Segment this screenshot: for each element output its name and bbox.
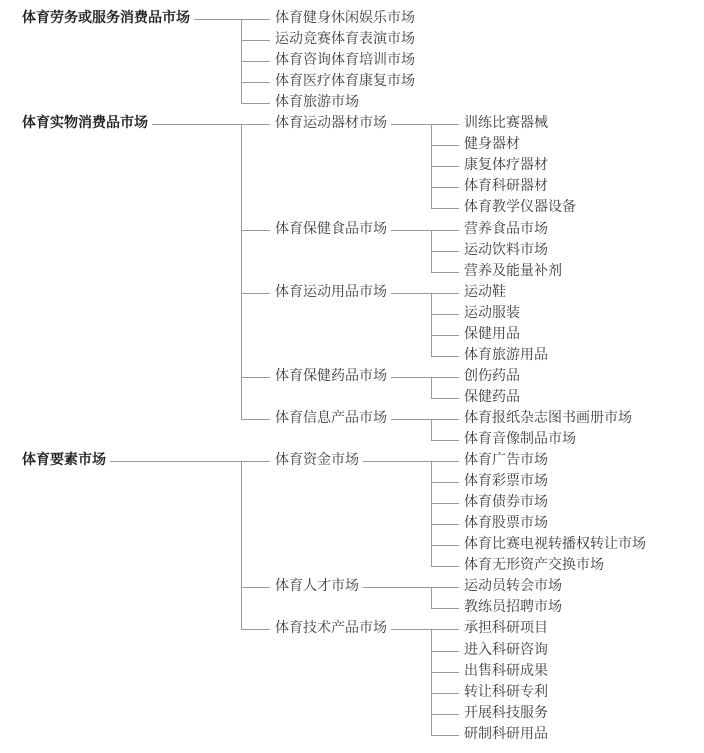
- category-label: 体育要素市场: [22, 452, 106, 469]
- leaf-item-label: 体育广告市场: [464, 452, 548, 469]
- category-connector: [194, 19, 270, 20]
- subcategory-connector: [241, 419, 270, 420]
- leaf-connector: [431, 272, 459, 273]
- leaf-item-label: 开展科技服务: [464, 704, 548, 721]
- subcategory-branch-line: [363, 587, 459, 588]
- subcategory-label: 体育保健药品市场: [275, 367, 387, 384]
- subcategory-connector: [241, 629, 270, 630]
- leaf-bus-line: [431, 293, 432, 357]
- subcategory-connector: [241, 230, 270, 231]
- subcategory-label: 体育咨询体育培训市场: [275, 52, 415, 69]
- subcategory-label: 体育运动器材市场: [275, 115, 387, 132]
- leaf-connector: [431, 335, 459, 336]
- subcategory-branch-line: [391, 377, 459, 378]
- leaf-connector: [431, 251, 459, 252]
- category-connector: [152, 124, 270, 125]
- leaf-bus-line: [431, 461, 432, 567]
- subcategory-branch-line: [391, 419, 459, 420]
- subcategory-branch-line: [391, 293, 459, 294]
- leaf-item-label: 转让科研专利: [464, 683, 548, 700]
- subcategory-connector: [241, 377, 270, 378]
- subcategory-label: 体育医疗体育康复市场: [275, 73, 415, 90]
- subcategory-label: 体育技术产品市场: [275, 620, 387, 637]
- leaf-item-label: 体育音像制品市场: [464, 431, 576, 447]
- leaf-connector: [431, 735, 459, 736]
- leaf-bus-line: [431, 419, 432, 441]
- leaf-item-label: 训练比赛器械: [464, 115, 548, 132]
- leaf-item-label: 体育无形资产交换市场: [464, 557, 604, 574]
- leaf-connector: [431, 608, 459, 609]
- leaf-item-label: 保健药品: [464, 388, 520, 405]
- leaf-bus-line: [431, 230, 432, 273]
- leaf-connector: [431, 545, 459, 546]
- leaf-bus-line: [431, 124, 432, 209]
- subcategory-branch-line: [391, 124, 459, 125]
- subcategory-label: 体育健身休闲娱乐市场: [275, 10, 415, 26]
- leaf-item-label: 体育报纸杂志图书画册市场: [464, 409, 632, 426]
- subcategory-connector: [241, 103, 270, 104]
- leaf-item-label: 运动饮料市场: [464, 241, 548, 258]
- subcategory-label: 体育信息产品市场: [275, 409, 387, 426]
- leaf-item-label: 体育彩票市场: [464, 473, 548, 490]
- subcategory-bus-line: [241, 19, 242, 104]
- leaf-item-label: 体育科研器材: [464, 178, 548, 195]
- leaf-connector: [431, 187, 459, 188]
- subcategory-connector: [241, 293, 270, 294]
- subcategory-branch-line: [391, 230, 459, 231]
- leaf-bus-line: [431, 587, 432, 609]
- leaf-item-label: 研制科研用品: [464, 725, 548, 742]
- subcategory-connector: [241, 82, 270, 83]
- leaf-connector: [431, 693, 459, 694]
- subcategory-label: 体育人才市场: [275, 578, 359, 595]
- leaf-item-label: 营养食品市场: [464, 220, 548, 237]
- leaf-item-label: 教练员招聘市场: [464, 599, 562, 616]
- leaf-item-label: 体育比赛电视转播权转让市场: [464, 536, 646, 553]
- category-label: 体育劳务或服务消费品市场: [22, 10, 190, 26]
- leaf-connector: [431, 503, 459, 504]
- leaf-connector: [431, 208, 459, 209]
- leaf-item-label: 出售科研成果: [464, 662, 548, 679]
- leaf-item-label: 体育债券市场: [464, 494, 548, 511]
- leaf-item-label: 运动服装: [464, 304, 520, 321]
- subcategory-branch-line: [391, 629, 459, 630]
- leaf-item-label: 运动员转会市场: [464, 578, 562, 595]
- leaf-connector: [431, 314, 459, 315]
- leaf-connector: [431, 145, 459, 146]
- leaf-bus-line: [431, 629, 432, 735]
- leaf-item-label: 健身器材: [464, 136, 520, 153]
- leaf-item-label: 保健用品: [464, 325, 520, 342]
- subcategory-label: 体育运动用品市场: [275, 283, 387, 300]
- leaf-connector: [431, 714, 459, 715]
- subcategory-connector: [241, 587, 270, 588]
- leaf-item-label: 运动鞋: [464, 283, 506, 300]
- leaf-item-label: 营养及能量补剂: [464, 262, 562, 279]
- subcategory-label: 体育保健食品市场: [275, 220, 387, 237]
- leaf-item-label: 康复体疗器材: [464, 157, 548, 174]
- leaf-bus-line: [431, 377, 432, 399]
- category-connector: [110, 461, 270, 462]
- leaf-connector: [431, 672, 459, 673]
- subcategory-label: 体育资金市场: [275, 452, 359, 469]
- subcategory-branch-line: [363, 461, 459, 462]
- subcategory-connector: [241, 61, 270, 62]
- subcategory-bus-line: [241, 461, 242, 630]
- leaf-connector: [431, 651, 459, 652]
- leaf-connector: [431, 566, 459, 567]
- leaf-connector: [431, 356, 459, 357]
- leaf-item-label: 体育教学仪器设备: [464, 199, 576, 216]
- leaf-item-label: 体育旅游用品: [464, 346, 548, 363]
- category-label: 体育实物消费品市场: [22, 115, 148, 132]
- leaf-connector: [431, 440, 459, 441]
- subcategory-connector: [241, 40, 270, 41]
- leaf-connector: [431, 482, 459, 483]
- leaf-connector: [431, 524, 459, 525]
- subcategory-bus-line: [241, 124, 242, 420]
- subcategory-label: 运动竞赛体育表演市场: [275, 31, 415, 48]
- leaf-item-label: 体育股票市场: [464, 515, 548, 532]
- leaf-item-label: 创伤药品: [464, 367, 520, 384]
- leaf-item-label: 进入科研咨询: [464, 641, 548, 658]
- leaf-connector: [431, 398, 459, 399]
- subcategory-label: 体育旅游市场: [275, 94, 359, 111]
- leaf-item-label: 承担科研项目: [464, 620, 548, 637]
- leaf-connector: [431, 166, 459, 167]
